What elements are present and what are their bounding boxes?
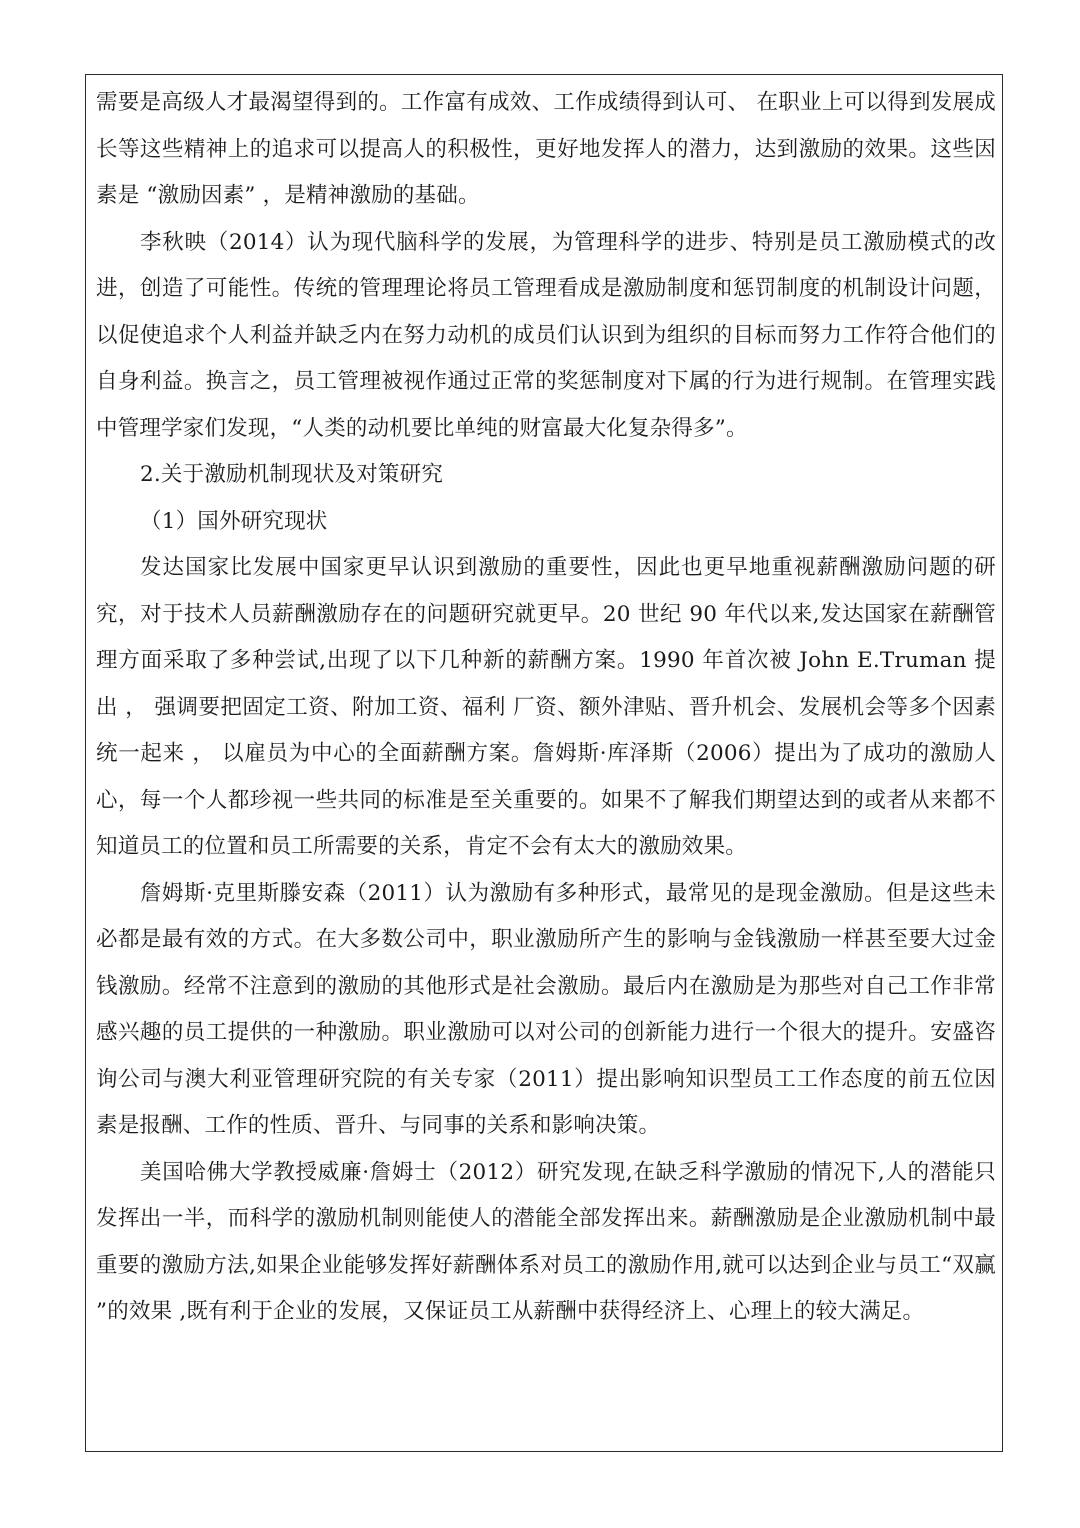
- paragraph-developed-countries: 发达国家比发展中国家更早认识到激励的重要性，因此也更早地重视薪酬激励问题的研究，对于技术人员薪酬激励存在的问题研究就更早。20 世纪 90 年代以来,发达国家在薪酬管理方面采取了多种尝试,出现了以下几种新的薪酬方案。1990 年首次被 John E.Truman 提出 ， 强调要把固定工资、附加工资、福利 厂资、额外津贴、晋升机会、发展机会等多个因素统一起来 ， 以雇员为中心的全面薪酬方案。詹姆斯·库泽斯（2006）提出为了成功的激励人心，每一个人都珍视一些共同的标准是至关重要的。如果不了解我们期望达到的或者从来都不知道员工的位置和员工所需要的关系，肯定不会有太大的激励效果。: [96, 555, 996, 859]
- subsection-heading-foreign-research: （1）国外研究现状: [140, 508, 328, 534]
- document-body: [96, 80, 996, 1336]
- paragraph-harvard-james: 美国哈佛大学教授威廉·詹姆士（2012）研究发现,在缺乏科学激励的情况下,人的潜能只发挥出一半，而科学的激励机制则能使人的潜能全部发挥出来。薪酬激励是企业激励机制中最重要的激励方法,如果企业能够发挥好薪酬体系对员工的激励作用,就可以达到企业与员工“双赢 ”的效果 ,既有利于企业的发展，又保证员工从薪酬中获得经济上、心理上的较大满足。: [96, 1159, 996, 1324]
- section-heading-2: 2.关于激励机制现状及对策研究: [140, 462, 444, 487]
- paragraph-li-qiuying: 李秋映（2014）认为现代脑科学的发展，为管理科学的进步、特别是员工激励模式的改进，创造了可能性。传统的管理理论将员工管理看成是激励制度和惩罚制度的机制设计问题，以促使追求个人利益并缺乏内在努力动机的成员们认识到为组织的目标而努力工作符合他们的自身利益。换言之，员工管理被视作通过正常的奖惩制度对下属的行为进行规制。在管理实践中管理学家们发现，“人类的动机要比单纯的财富最大化复杂得多”。: [96, 229, 996, 441]
- paragraph-kristensen: 詹姆斯·克里斯滕安森（2011）认为激励有多种形式，最常见的是现金激励。但是这些未必都是最有效的方式。在大多数公司中，职业激励所产生的影响与金钱激励一样甚至要大过金钱激励。经常不注意到的激励的其他形式是社会激励。最后内在激励是为那些对自己工作非常感兴趣的员工提供的一种激励。职业激励可以对公司的创新能力进行一个很大的提升。安盛咨询公司与澳大利亚管理研究院的有关专家（2011）提出影响知识型员工工作态度的前五位因素是报酬、工作的性质、晋升、与同事的关系和影响决策。: [96, 880, 996, 1138]
- continuation-paragraph: 需要是高级人才最渴望得到的。工作富有成效、工作成绩得到认可、 在职业上可以得到发展成长等这些精神上的追求可以提高人的积极性，更好地发挥人的潜力，达到激励的效果。这些因素是 “激励因素” ，是精神激励的基础。: [96, 90, 996, 208]
